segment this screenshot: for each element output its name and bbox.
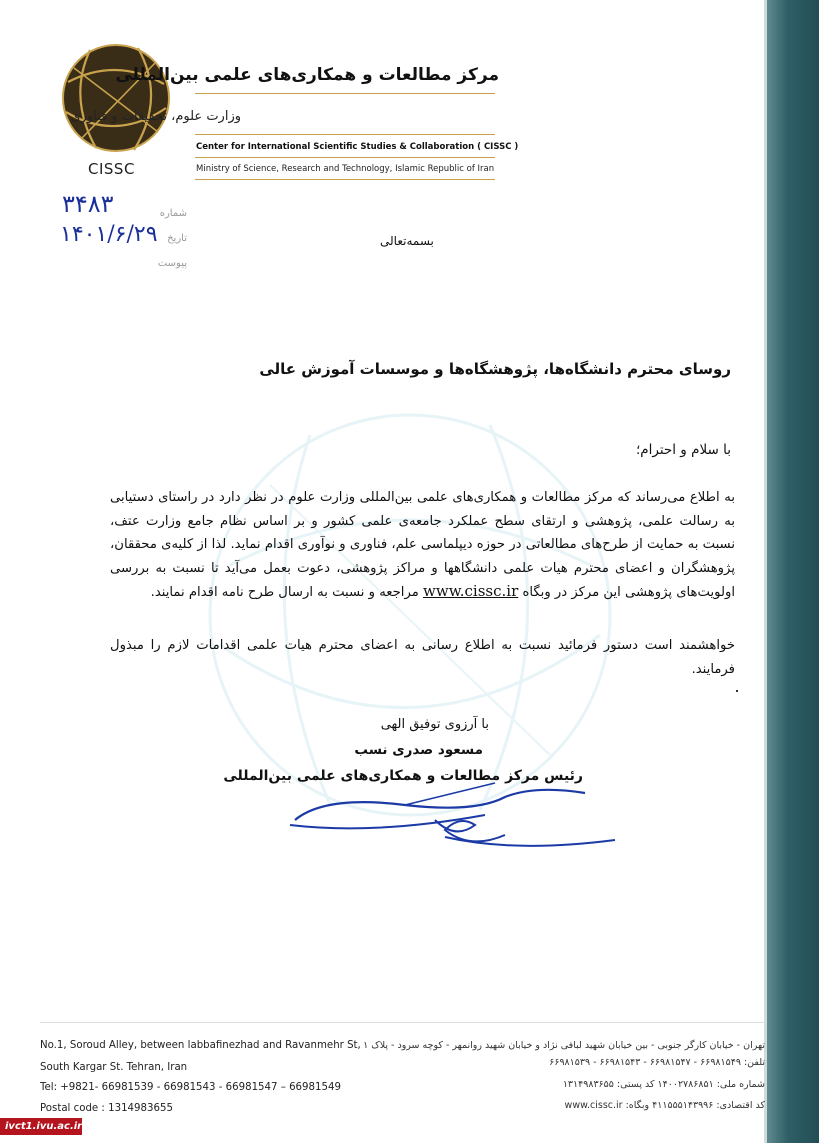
greeting: با سلام و احترام؛ (635, 442, 731, 458)
footer-divider (40, 1022, 765, 1023)
header-divider (195, 157, 495, 158)
ministry-title-en: Ministry of Science, Research and Technology, Islamic Republic of Iran (196, 164, 495, 174)
footer-postal-code: Postal code : 1314983655 (40, 1103, 173, 1114)
header-divider (195, 93, 495, 94)
paragraph-1-end: مراجعه و نسبت به ارسال طرح نامه اقدام نمایند. (150, 585, 419, 600)
header-divider (195, 179, 495, 180)
center-title-fa: مرکز مطالعات و همکاری‌های علمی بین‌المللی (115, 65, 499, 85)
right-edge-bar (767, 0, 819, 1143)
letter-date-handwritten: ۱۴۰۱/۶/۲۹ (60, 222, 158, 247)
footer-fa-ids: شماره ملی: ۱۴۰۰۲۷۸۶۸۵۱ کد پستی: ۱۳۱۴۹۸۳۶۵۵ (562, 1079, 765, 1090)
ministry-title-fa: وزارت علوم، تحقیقات و فناوری (70, 109, 241, 124)
source-badge (0, 1118, 82, 1135)
closing-phrase: با آرزوی توفیق الهی (380, 717, 489, 732)
attachment-label: پیوست (157, 258, 187, 269)
letter-number-handwritten: ۳۴۸۳ (62, 190, 114, 218)
center-title-en: Center for International Scientific Studies & Collaboration ( CISSC ) (196, 142, 519, 152)
addressee: روسای محترم دانشگاه‌ها، پژوهشگاه‌ها و موسسات آموزش عالی (259, 360, 731, 378)
paragraph-2: خواهشمند است دستور فرمائید نسبت به اطلاع رسانی به اعضای محترم هیات علمی اقدامات لازم را مبذول فرمایند. (110, 638, 735, 677)
footer-address-line-2: South Kargar St. Tehran, Iran (40, 1062, 188, 1073)
paragraph-1 (110, 486, 735, 605)
footer-phone: Tel: +9821- 66981539 - 66981543 - 66981547 – 66981549 (40, 1082, 341, 1093)
invocation: بسمه‌تعالی (380, 234, 434, 248)
paragraph-1-text: به اطلاع می‌رساند که مرکز مطالعات و همکاری‌های علمی بین‌المللی وزارت علوم در نظر دارد در راستای دستیابی به رسالت علمی، پژوهشی و ارتقای سطح عملکرد جامعه‌ی علمی کشور و بر اساس نظام جامع وزارت عتف، نسبت به حمایت از طرح‌های مطالعاتی در حوزه دیپلماسی علم، فناوری و نوآوری اقدام نماید. لذا از کلیه‌ی محققان، پژوهشگران و اعضای محترم هیات علمی دانشگاهها و مراکز پژوهشی، دعوت بعمل می‌آید تا نسبت به بررسی اولویت‌های پژوهشی این مرکز در وبگاه (110, 490, 735, 600)
footer-fa-phone: تلفن: ۶۶۹۸۱۵۴۹ - ۶۶۹۸۱۵۴۷ - ۶۶۹۸۱۵۴۳ - ۶۶۹۸۱۵۳۹ (549, 1057, 765, 1068)
header-divider (195, 134, 495, 135)
footer-fa-address: تهران - خیابان کارگر جنوبی - بین خیابان شهید لبافی نژاد و خیابان شهید روانمهر - کوچه سرود - پلاک ۱ (363, 1040, 765, 1051)
number-label: شماره (159, 208, 187, 219)
logo-text: CISSC (88, 160, 135, 178)
date-label: تاریخ (167, 233, 187, 244)
footer-address-line-1: No.1, Soroud Alley, between labbafinezhad and Ravanmehr St, (40, 1040, 361, 1051)
signer-position: رئیس مرکز مطالعات و همکاری‌های علمی بین‌المللی (223, 768, 583, 784)
website-link[interactable]: www.cissc.ir (423, 582, 519, 600)
signature-icon (285, 775, 625, 855)
globe-logo-icon (60, 42, 172, 154)
footer-fa-economic-code: کد اقتصادی: ۴۱۱۵۵۵۱۴۳۹۹۶ وبگاه: www.cissc.ir (564, 1100, 765, 1111)
stray-dot (736, 690, 738, 692)
source-badge-text: ivct1.ivu.ac.ir (5, 1121, 83, 1132)
signer-name: مسعود صدری نسب (354, 742, 483, 758)
